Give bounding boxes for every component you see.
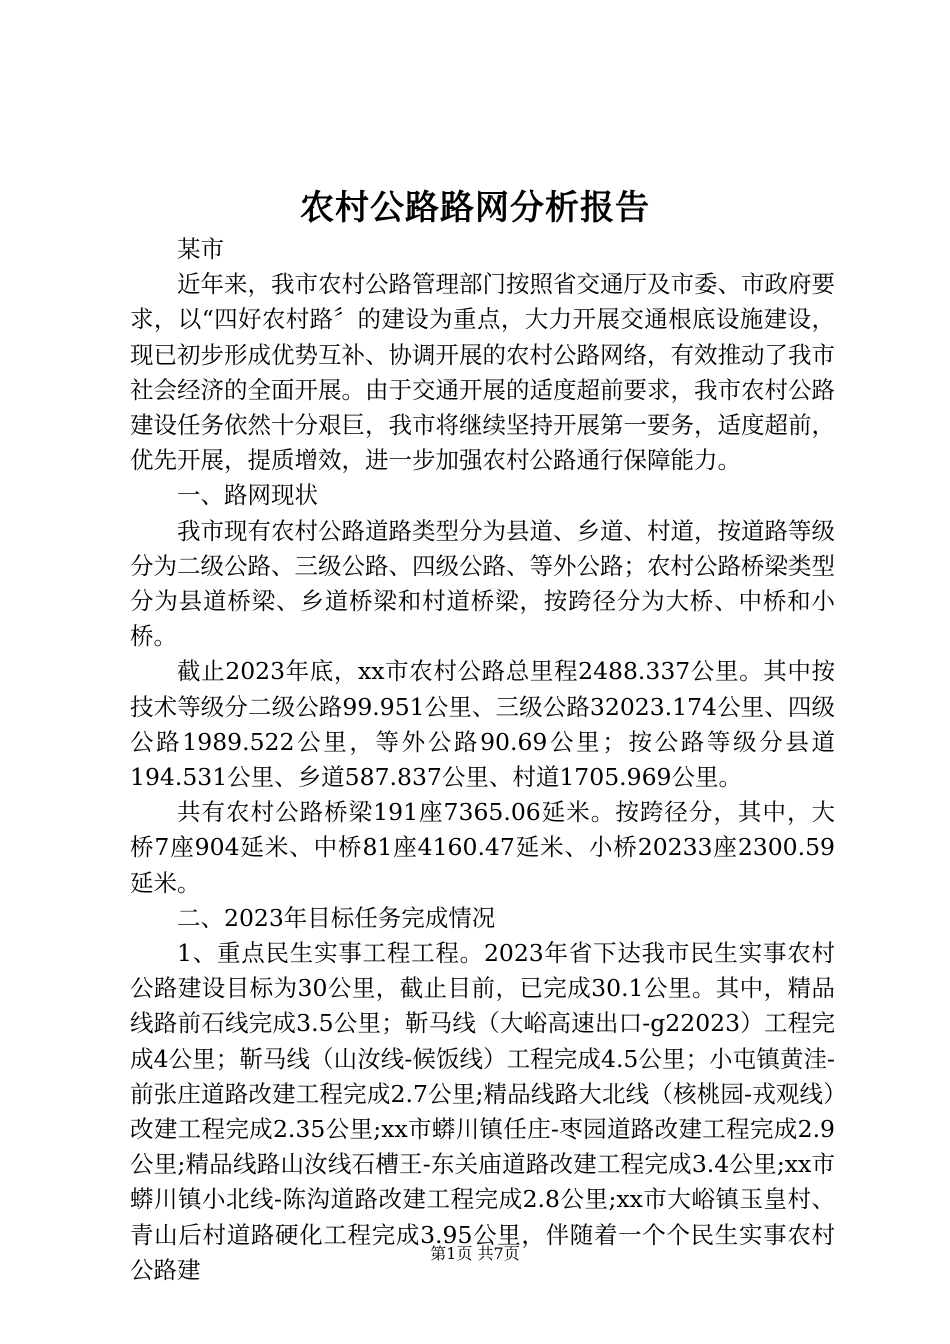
section-heading-network-status: 一、路网现状 bbox=[177, 481, 318, 510]
document-title: 农村公路路网分析报告 bbox=[300, 188, 650, 228]
document-body bbox=[130, 232, 835, 1288]
page-footer: 第1页 共7页 bbox=[430, 1244, 520, 1263]
paragraph-mileage: 截止2023年底，xx市农村公路总里程2488.337公里。其中按技术等级分二级公路99.951公里、三级公路32023.174公里、四级公路1989.522公里，等外公路90.69公里；按公路等级分县道194.531公里、乡道587.837公里、村道1705.969公里。 bbox=[130, 657, 835, 792]
paragraph-intro: 近年来，我市农村公路管理部门按照省交通厅及市委、市政府要求，以“四好农村路〞的建设为重点，大力开展交通根底设施建设，现已初步形成优势互补、协调开展的农村公路网络，有效推动了我市社会经济的全面开展。由于交通开展的适度超前要求，我市农村公路建设任务依然十分艰巨，我市将继续坚持开展第一要务，适度超前，优先开展，提质增效，进一步加强农村公路通行保障能力。 bbox=[130, 270, 835, 475]
paragraph-bridges: 共有农村公路桥梁191座7365.06延米。按跨径分，其中，大桥7座904延米、中桥81座4160.47延米、小桥20233座2300.59延米。 bbox=[130, 798, 835, 897]
paragraph-road-types: 我市现有农村公路道路类型分为县道、乡道、村道，按道路等级分为二级公路、三级公路、四级公路、等外公路；农村公路桥梁类型分为县道桥梁、乡道桥梁和村道桥梁，按跨径分为大桥、中桥和小桥。 bbox=[130, 516, 835, 651]
paragraph-city: 某市 bbox=[177, 235, 224, 263]
paragraph-key-projects: 1、重点民生实事工程工程。2023年省下达我市民生实事农村公路建设目标为30公里，截止目前，已完成30.1公里。其中，精品线路前石线完成3.5公里；靳马线（大峪高速出口-g22023）工程完成4公里；靳马线（山汝线-候饭线）工程完成4.5公里；小屯镇黄洼-前张庄道路改建工程完成2.7公里;精品线路大北线（核桃园-戎观线）改建工程完成2.35公里;xx市蟒川镇任庄-枣园道路改建工程完成2.9公里;精品线路山汝线石槽王-东关庙道路改建工程完成3.4公里;xx市蟒川镇小北线-陈沟道路改建工程完成2.8公里;xx市大峪镇玉皇村、青山后村道路硬化工程完成3.95公里，伴随着一个个民生实事农村公路建 bbox=[130, 939, 835, 1284]
section-heading-targets: 二、2023年目标任务完成情况 bbox=[177, 903, 496, 932]
